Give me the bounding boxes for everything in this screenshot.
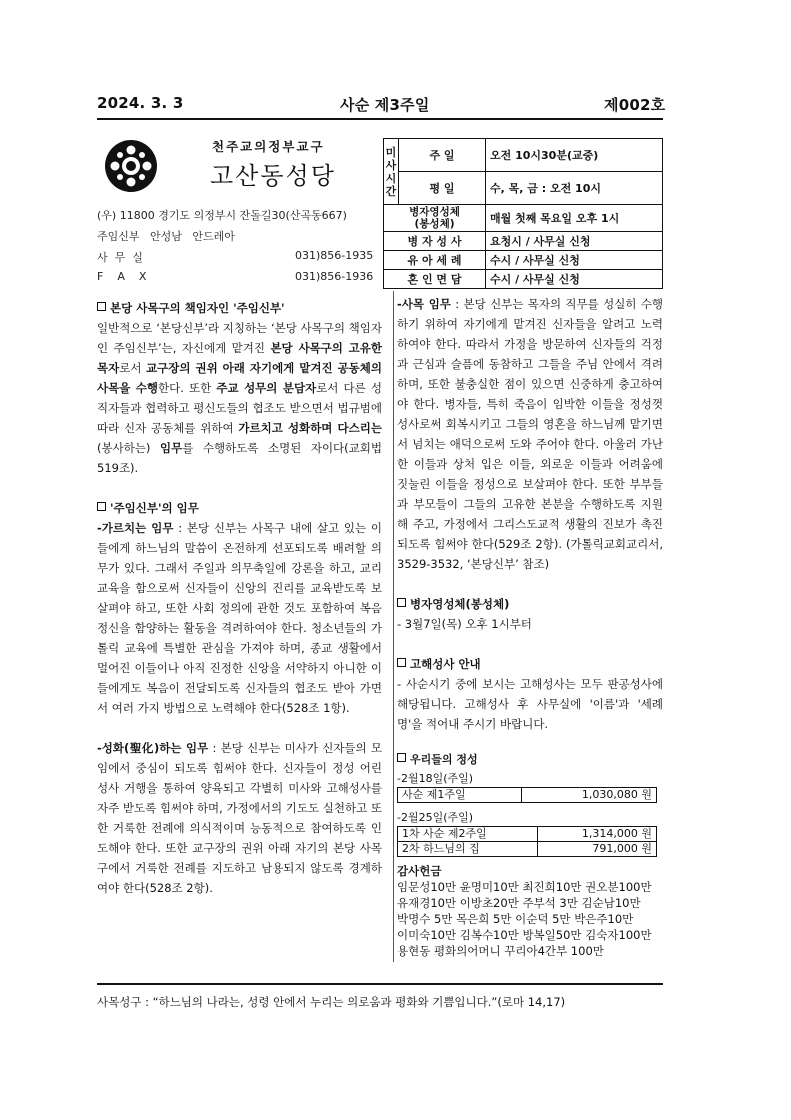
schedule-label: 병자영성체 (봉성체) [384, 205, 486, 232]
body-paragraph: -사목 임무 : 본당 신부는 목자의 직무를 성실히 수행하기 위하여 자기에게 맡겨진 신자들을 알려고 노력하여야 한다. 따라서 가정을 방문하여 신자들의 걱정과 근심과 슬픔에 동참하고 그들을 주님 안에서 격려하며, 또한 불충실한 점이 있으면 신중하게 충고하여야 한다. 병자들, 특히 죽음이 임박한 이들을 정성껏 성사로써 회복시키고 그들의 영혼을 하느님께 맡기면서 넘치는 애덕으로써 도와 주어야 한다. 아울러 가난한 이들과 상처 입은 이들, 외로운 이들과 어려움에 짓눌린 이들을 정성으로 보살펴야 한다. 또한 부부들과 부모들이 그들의 고유한 본분을 수행하도록 지원해 주고, 가정에서 그리스도교적 생활의 진보가 촉진되도록 힘써야 한다(529조 2항). (가톨릭교회교리서, 3529-3532, ‘본당신부’ 참조) [397, 297, 663, 571]
schedule-label: 병 자 성 사 [384, 232, 486, 251]
offering-amount: 1,314,000 원 [538, 827, 657, 842]
offering-amount: 1,030,080 원 [521, 788, 656, 803]
list-item: 용현동 평화의어머니 꾸리아4간부 100만 [397, 944, 604, 958]
footer-verse: 사목성구 : “하느님의 나라는, 성령 안에서 누리는 의로움과 평화와 기쁨입니다.”(로마 14,17) [97, 995, 566, 1009]
header-divider [97, 118, 663, 120]
offering-date: -2월25일(주일) [397, 811, 474, 824]
table-row [398, 842, 657, 857]
mass-time-label: 미 사 시 간 [384, 139, 399, 205]
schedule-label: 유 아 세 례 [384, 251, 486, 270]
diocese-name: 천주교의정부교구 [212, 139, 325, 154]
offering-date: -2월18일(주일) [397, 772, 474, 785]
section-title: 본당 사목구의 책임자인 '주임신부' [97, 298, 382, 318]
schedule-value: 오전 10시30분(교중) [486, 139, 663, 172]
schedule-label: 평 일 [399, 172, 486, 205]
liturgical-season: 사순 제3주일 [340, 96, 430, 114]
fax-label: F A X [97, 270, 147, 283]
parish-logo [104, 139, 158, 193]
office-label: 사 무 실 [97, 251, 143, 264]
table-row [398, 827, 657, 842]
thanks-title: 감사헌금 [397, 864, 442, 878]
offering-table [397, 826, 657, 857]
parish-name: 고산동성당 [210, 162, 336, 190]
schedule-label: 혼 인 면 담 [384, 270, 486, 289]
schedule-value: 수, 목, 금 : 오전 10시 [486, 172, 663, 205]
pastor-name: 주임신부 안성남 안드레아 [97, 230, 235, 243]
checkbox-bullet-icon [97, 502, 106, 511]
schedule-label: 주 일 [399, 139, 486, 172]
list-item: 임문성10만 윤명미10만 최진희10만 권오분100만 [397, 880, 652, 894]
checkbox-bullet-icon [97, 302, 106, 311]
checkbox-bullet-icon [397, 598, 406, 607]
table-row [398, 788, 657, 803]
body-paragraph: -가르치는 임무 : 본당 신부는 사목구 내에 살고 있는 이들에게 하느님의 말씀이 온전하게 선포되도록 배려할 의무가 있다. 그래서 주일과 의무축일에 강론을 하고, 교리 교육을 함으로써 신자들이 신앙의 진리를 교육받도록 보살펴야 하고, 또한 사회 정의에 관한 것도 포함하여 복음 정신을 함양하는 활동을 격려하여야 한다. 청소년들의 가톨릭 교육에 특별한 관심을 가져야 하며, 종교 생활에서 멀어진 이들이나 아직 진정한 신앙을 서약하지 아니한 이들에게도 복음이 전달되도록 신자들의 협조도 받아 가면서 여러 가지 방법으로 노력해야 한다(528조 1항). [97, 521, 382, 715]
offering-table [397, 787, 657, 803]
right-column [397, 294, 663, 959]
fax-number: 031)856-1936 [295, 270, 374, 283]
body-paragraph: -성화(聖化)하는 임무 : 본당 신부는 미사가 신자들의 모임에서 중심이 되도록 힘써야 한다. 신자들이 정성 어린 성사 거행을 통하여 양육되고 각별히 미사와 고해성사를 자주 받도록 힘써야 하며, 가정에서의 기도도 실천하고 또한 거룩한 전례에 의식적이며 능동적으로 참여하도록 인도해야 한다. 또한 교구장의 권위 아래 자기의 본당 사목구에서 거룩한 전례를 지도하고 남용되지 않도록 경계하여야 한다(528조 2항). [97, 741, 382, 895]
confession-text: - 사순시기 중에 보시는 고해성사는 모두 판공성사에 해당됩니다. 고해성사 후 사무실에 '이름'과 '세례명'을 적어내 주시기 바랍니다. [397, 677, 663, 731]
footer-divider [97, 983, 663, 985]
offering-name: 1차 사순 제2주일 [398, 827, 538, 842]
section-title: 병자영성체(봉성체) [397, 594, 663, 614]
checkbox-bullet-icon [397, 658, 406, 667]
issue-number: 제002호 [604, 96, 666, 114]
schedule-value: 수시 / 사무실 신청 [486, 251, 663, 270]
section-title: 고해성사 안내 [397, 654, 663, 674]
office-phone: 031)856-1935 [295, 249, 374, 262]
body-paragraph: 일반적으로 ‘본당신부’라 지칭하는 ‘본당 사목구의 책임자인 주임신부’는, 자신에게 맡겨진 본당 사목구의 고유한 목자로서 교구장의 권위 아래 자기에게 맡겨진 공동체의 사목을 수행한다. 또한 주교 성무의 분담자로서 다른 성직자들과 협력하고 평신도들의 협조도 받으면서 법규범에 따라 신자 공동체를 위하여 가르치고 성화하며 다스리는(봉사하는) 임무를 수행하도록 소명된 자이다(교회법 519조). [97, 321, 382, 475]
schedule-value: 매월 첫째 목요일 오후 1시 [486, 205, 663, 232]
mass-schedule-table [383, 138, 663, 289]
visit-schedule-text: - 3월7일(목) 오후 1시부터 [397, 617, 532, 631]
section-title: '주임신부'의 임무 [97, 498, 382, 518]
checkbox-bullet-icon [397, 753, 406, 762]
thanks-list [397, 879, 663, 959]
section-title: 우리들의 정성 [397, 750, 663, 770]
list-item: 이미숙10만 김복수10만 방복일50만 김숙자100만 [397, 928, 652, 942]
schedule-value: 수시 / 사무실 신청 [486, 270, 663, 289]
column-divider [393, 291, 394, 962]
schedule-value: 요청시 / 사무실 신청 [486, 232, 663, 251]
bulletin-date: 2024. 3. 3 [97, 94, 184, 112]
offering-amount: 791,000 원 [538, 842, 657, 857]
list-item: 박명수 5만 목은희 5만 이순덕 5만 박은주10만 [397, 912, 634, 926]
offering-name: 2차 하느님의 집 [398, 842, 538, 857]
offering-name: 사순 제1주일 [398, 788, 522, 803]
list-item: 유재경10만 이방초20만 주부석 3만 김순남10만 [397, 896, 641, 910]
parish-address: (우) 11800 경기도 의정부시 잔돌길30(산곡동667) [97, 209, 347, 222]
left-column [97, 298, 382, 898]
